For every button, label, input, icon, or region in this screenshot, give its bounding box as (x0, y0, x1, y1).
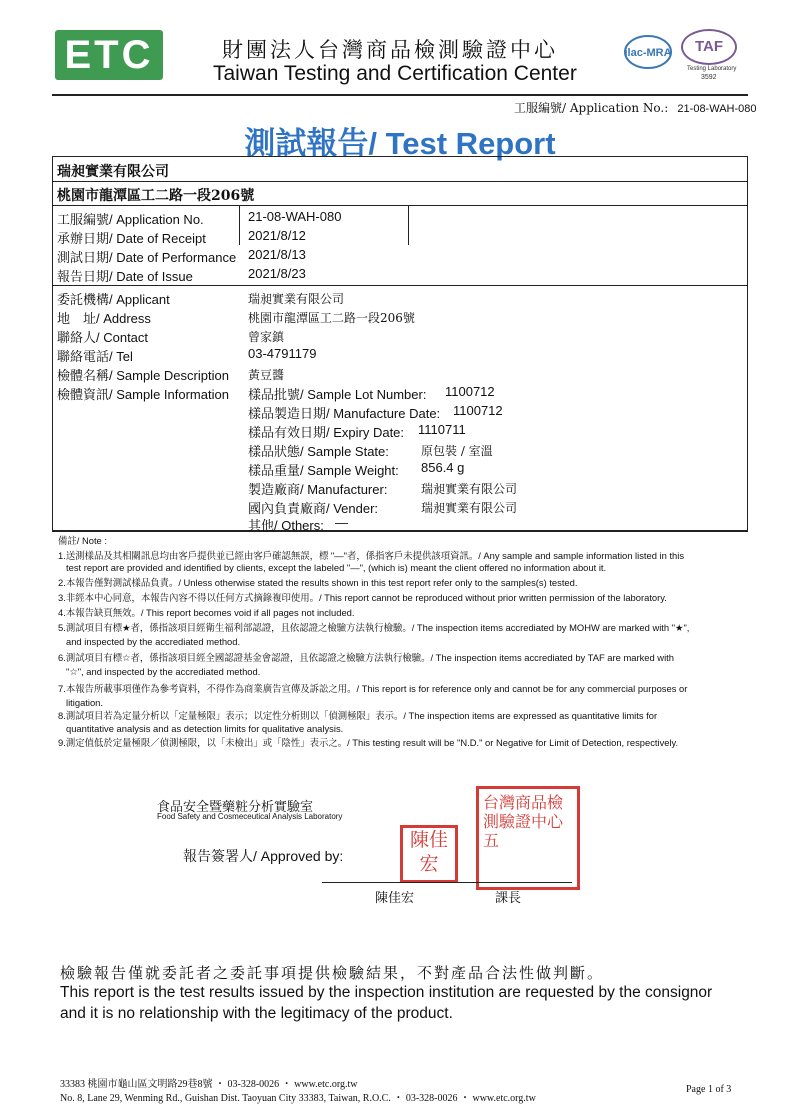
note-line: 6.測試項目有標☆者，係指該項目經全國認證基金會認證，且依認證之檢驗方法執行檢驗。/ The inspection items accrediated by TAF are marked with (58, 652, 674, 663)
divider (53, 530, 747, 531)
sample-weight-label: 樣品重量/ Sample Weight: (248, 463, 399, 478)
note-line: 4.本報告缺頁無效。/ This report becomes void if all pages not included. (58, 607, 355, 618)
application-number-header (514, 99, 757, 116)
others-value: — (335, 515, 348, 530)
note-line: test report are provided and identified by clients, except the labeled "—", (which is) meant the client offered no information about it. (66, 562, 607, 573)
info-value: 2021/8/12 (248, 228, 306, 243)
contact-label: 聯絡人/ Contact (57, 330, 149, 345)
divider (53, 205, 747, 206)
info-label: 報告日期/ Date of Issue (57, 269, 193, 284)
manufacture-date-value: 1100712 (453, 403, 503, 418)
vender-value: 瑞昶實業有限公司 (421, 501, 518, 515)
taf-logo: TAF (681, 29, 737, 65)
note-line: 9.測定值低於定量極限／偵測極限，以「未檢出」或「陰性」表示之。/ This testing result will be "N.D." or Negative for Limit of Detection, respectively. (58, 737, 679, 748)
report-title: 測試報告/ Test Report (244, 126, 556, 161)
signer-name: 陳佳宏 (375, 891, 415, 906)
ilac-logo-text: ilac-MRA (624, 47, 672, 59)
manufacturer-value: 瑞昶實業有限公司 (421, 482, 518, 496)
sample-description-value: 黃豆醬 (248, 368, 285, 382)
info-label: 測試日期/ Date of Performance (57, 250, 237, 265)
note-line: 8.測試項目若為定量分析以「定量極限」表示；以定性分析則以「偵測極限」表示。/ The inspection items are expressed as quantitative limits for (58, 710, 658, 721)
page-number: Page 1 of 3 (686, 1084, 732, 1095)
sample-information-label: 檢體資訊/ Sample Information (57, 387, 229, 402)
note-line: 5.測試項目有標★者，係指該項目經衛生福利部認證，且依認證之檢驗方法執行檢驗。/ The inspection items accrediated by MOHW are marked with "★", (58, 622, 690, 633)
note-line: litigation. (66, 697, 104, 708)
applicant-label: 委託機構/ Applicant (57, 292, 170, 307)
etc-logo: ETC (55, 30, 163, 80)
header-divider (52, 94, 748, 96)
disclaimer-zh: 檢驗報告僅就委託者之委託事項提供檢驗結果，不對產品合法性做判斷。 (60, 964, 605, 982)
taf-subtitle: Testing Laboratory (687, 66, 737, 72)
company-address: 桃園市龍潭區工二路一段206號 (57, 188, 255, 204)
signer-title: 課長 (495, 891, 522, 906)
expiry-date-label: 樣品有效日期/ Expiry Date: (248, 425, 405, 440)
company-name: 瑞昶實業有限公司 (57, 164, 169, 180)
divider (53, 285, 747, 286)
info-value: 2021/8/13 (248, 247, 306, 262)
taf-number: 3592 (701, 74, 717, 81)
note-line: 2.本報告僅對測試樣品負責。/ Unless otherwise stated the results shown in this test report refer only to the samples(s) tested. (58, 577, 578, 588)
sample-weight-value: 856.4 g (421, 460, 465, 475)
note-line: "☆", and inspected by the accrediated method. (66, 666, 261, 677)
column-divider (408, 205, 409, 245)
note-line: 7.本報告所載事項僅作為參考資料，不得作為商業廣告宣傳及訴訟之用。/ This report is for reference only and cannot be for any commercial purposes or (58, 683, 688, 694)
signer-seal: 陳佳宏 (400, 825, 458, 883)
info-value: 21-08-WAH-080 (248, 209, 342, 224)
address-value: 桃園市龍潭區工二路一段206號 (248, 311, 415, 325)
sample-description-label: 檢體名稱/ Sample Description (57, 368, 229, 383)
vender-label: 國內負責廠商/ Vender: (248, 501, 379, 516)
note-line: and inspected by the accrediated method. (66, 636, 241, 647)
approved-by-label: 報告簽署人/ Approved by: (183, 848, 344, 864)
ilac-mra-logo (623, 33, 673, 71)
column-divider (239, 205, 240, 245)
applicant-value: 瑞昶實業有限公司 (248, 292, 345, 306)
sample-state-value: 原包裝 / 室溫 (421, 444, 493, 458)
report-info-box (52, 156, 748, 532)
org-name-zh: 財團法人台灣商品檢測驗證中心 (222, 38, 558, 62)
app-no-label: 工服編號/ Application No.: (514, 101, 669, 115)
footer-address-en: No. 8, Lane 29, Wenming Rd., Guishan Dist. Taoyuan City 33383, Taiwan, R.O.C. ・ 03-328-0026 ・ www.etc.org.tw (60, 1093, 536, 1104)
tel-label: 聯絡電話/ Tel (57, 349, 133, 364)
contact-value: 曾家鎮 (248, 330, 285, 344)
app-no-value: 21-08-WAH-080 (677, 103, 757, 115)
footer-address-zh: 33383 桃園市龜山區文明路29巷8號 ・ 03-328-0026 ・ www.etc.org.tw (60, 1079, 358, 1090)
org-name-en: Taiwan Testing and Certification Center (213, 62, 577, 85)
divider (53, 181, 747, 182)
manufacture-date-label: 樣品製造日期/ Manufacture Date: (248, 406, 441, 421)
sample-lot-value: 1100712 (445, 384, 495, 399)
disclaimer-en: This report is the test results issued by the inspection institution are requested by the consignor (60, 984, 713, 1001)
others-label: 其他/ Others: (248, 518, 324, 533)
manufacturer-label: 製造廠商/ Manufacturer: (248, 482, 388, 497)
info-value: 2021/8/23 (248, 266, 306, 281)
info-label: 承辦日期/ Date of Receipt (57, 231, 206, 246)
note-line: 3.非經本中心同意，本報告內容不得以任何方式摘錄複印使用。/ This report cannot be reproduced without prior written permission of the laboratory. (58, 592, 667, 603)
expiry-date-value: 1110711 (418, 422, 466, 437)
sample-state-label: 樣品狀態/ Sample State: (248, 444, 389, 459)
lab-name-en: Food Safety and Cosmeceutical Analysis Laboratory (157, 812, 343, 821)
signature-line (322, 882, 572, 883)
disclaimer-en: and it is no relationship with the legitimacy of the product. (60, 1005, 453, 1022)
lab-name-zh: 食品安全暨藥粧分析實驗室 (157, 800, 314, 815)
address-label: 地 址/ Address (57, 311, 151, 326)
info-label: 工服編號/ Application No. (57, 212, 204, 227)
note-line: quantitative analysis and as detection limits for qualitative analysis. (66, 723, 344, 734)
tel-value: 03-4791179 (248, 346, 317, 361)
sample-lot-label: 樣品批號/ Sample Lot Number: (248, 387, 427, 402)
institution-seal: 台灣商品檢測驗證中心五 (476, 786, 580, 890)
notes-title: 備註/ Note : (58, 535, 107, 546)
note-line: 1.送測樣品及其相關訊息均由客戶提供並已經由客戶確認無誤，標 "—"者，係指客戶未提供該項資訊。/ Any sample and sample information listed in this (58, 550, 685, 561)
